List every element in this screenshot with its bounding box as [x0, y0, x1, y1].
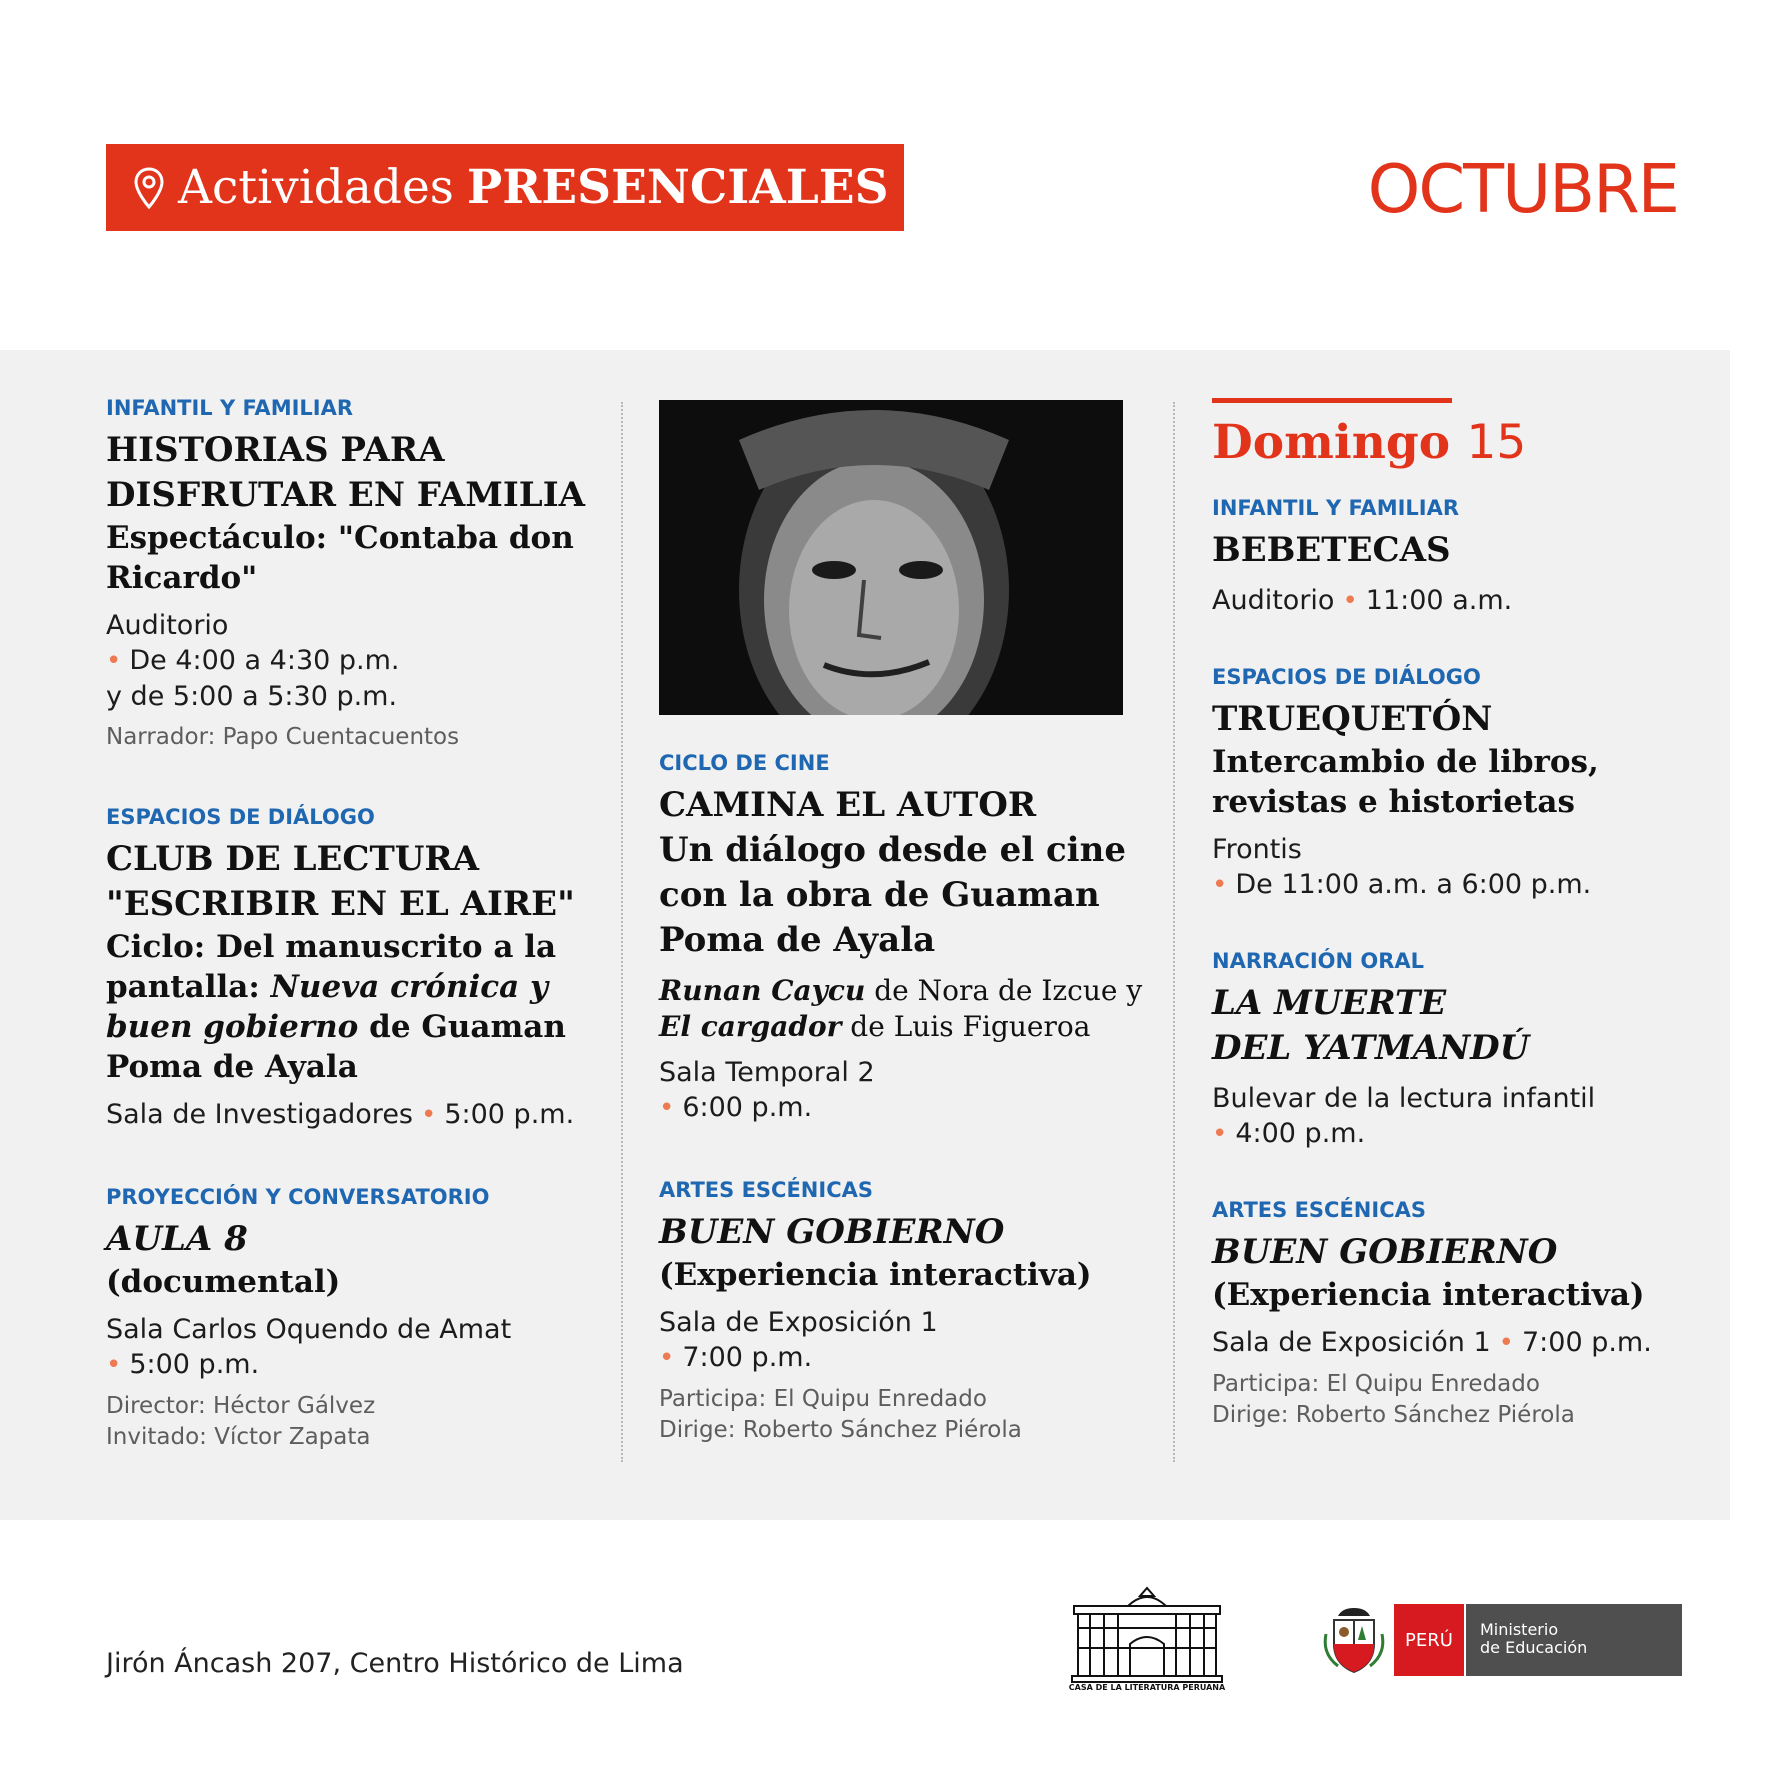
event-time: 7:00 p.m. [682, 1342, 813, 1373]
film-still-photo [659, 400, 1123, 715]
bullet-icon: • [659, 1343, 675, 1373]
bullet-icon: • [106, 646, 122, 676]
events-column-2 [659, 396, 1159, 1498]
event-category: ESPACIOS DE DIÁLOGO [1212, 665, 1481, 689]
day-name: Domingo [1212, 415, 1451, 470]
bullet-icon: • [1212, 1119, 1228, 1149]
event-location [1212, 1325, 1712, 1361]
event-participant: Participa: El Quipu Enredado [659, 1386, 987, 1412]
ministerio-line: de Educación [1480, 1638, 1588, 1657]
event-title-line: LA MUERTE [1212, 983, 1447, 1023]
section-badge [106, 144, 904, 231]
event-title: TRUEQUETÓN [1212, 699, 1493, 739]
bullet-icon: • [1212, 870, 1228, 900]
event-location [659, 1305, 1159, 1376]
venue-address: Jirón Áncash 207, Centro Histórico de Lima [106, 1648, 684, 1679]
ministerio-line: Ministerio [1480, 1620, 1559, 1639]
event-place: Auditorio [1212, 585, 1335, 616]
event-director: Dirige: Roberto Sánchez Piérola [1212, 1402, 1575, 1428]
event-note: Narrador: Papo Cuentacuentos [106, 724, 460, 750]
event-place: Frontis [1212, 834, 1302, 865]
casa-logo-text: CASA DE LA LITERATURA PERUANA [1068, 1683, 1226, 1692]
day-rule [1212, 398, 1452, 403]
event-item [106, 805, 606, 1133]
peru-coat-of-arms-icon [1322, 1604, 1386, 1676]
event-location [106, 1312, 606, 1383]
event-location [106, 608, 606, 714]
month-title: OCTUBRE [1367, 150, 1678, 228]
location-pin-icon [132, 166, 166, 210]
film-director: de Luis Figueroa [841, 1010, 1091, 1043]
event-item [1212, 665, 1712, 903]
event-time: 5:00 p.m. [444, 1099, 575, 1130]
badge-highlight: PRESENCIALES [466, 160, 889, 215]
event-place: Sala Temporal 2 [659, 1057, 875, 1088]
badge-prefix: Actividades [178, 160, 454, 215]
event-title: CAMINA EL AUTOR [659, 785, 1037, 825]
book-title: Nueva crónica y buen gobierno [106, 969, 549, 1045]
bullet-icon: • [659, 1093, 675, 1123]
events-column-1 [106, 396, 606, 1505]
event-category: ESPACIOS DE DIÁLOGO [106, 805, 375, 829]
bullet-icon: • [106, 1350, 122, 1380]
ministerio-logo [1322, 1604, 1682, 1676]
event-director: Director: Héctor Gálvez [106, 1393, 376, 1419]
event-subtitle: Espectáculo: "Contaba don Ricardo" [106, 520, 574, 596]
event-time: 4:00 p.m. [1235, 1118, 1366, 1149]
event-category: PROYECCIÓN Y CONVERSATORIO [106, 1185, 490, 1209]
event-location [1212, 1081, 1712, 1152]
event-title: BEBETECAS [1212, 530, 1451, 570]
subtitle-suffix: de Guaman Poma de Ayala [106, 1009, 566, 1085]
events-column-3 [1212, 396, 1712, 1483]
column-divider [621, 402, 623, 1462]
bullet-icon: • [1342, 586, 1358, 616]
event-time: 11:00 a.m. [1365, 585, 1513, 616]
film-title: Runan Caycu [659, 974, 866, 1007]
event-place: Sala Carlos Oquendo de Amat [106, 1314, 512, 1345]
day-heading [1212, 415, 1712, 470]
event-subtitle [106, 927, 606, 1087]
event-location [1212, 583, 1712, 619]
event-item [659, 1178, 1159, 1446]
column-divider [1173, 402, 1175, 1462]
ministerio-label [1464, 1604, 1682, 1676]
event-item [1212, 1198, 1712, 1431]
event-title [1212, 981, 1712, 1071]
portrait-image [659, 400, 1123, 715]
event-films [659, 973, 1159, 1045]
event-time: De 4:00 a 4:30 p.m. [129, 645, 400, 676]
event-item [1212, 949, 1712, 1152]
event-subtitle: (Experiencia interactiva) [1212, 1277, 1645, 1313]
event-title-line: DEL YATMANDÚ [1212, 1028, 1530, 1068]
event-category: ARTES ESCÉNICAS [659, 1178, 873, 1202]
event-category: NARRACIÓN ORAL [1212, 949, 1425, 973]
event-item [1212, 496, 1712, 619]
event-note [659, 1384, 1159, 1446]
event-time: De 11:00 a.m. a 6:00 p.m. [1235, 869, 1592, 900]
event-location [106, 1097, 606, 1133]
event-subtitle: (documental) [106, 1264, 341, 1300]
event-participant: Participa: El Quipu Enredado [1212, 1371, 1540, 1397]
event-time-extra: y de 5:00 a 5:30 p.m. [106, 681, 398, 712]
event-category: CICLO DE CINE [659, 751, 830, 775]
event-place: Bulevar de la lectura infantil [1212, 1083, 1596, 1114]
film-title: El cargador [659, 1010, 842, 1043]
event-title: BUEN GOBIERNO [1212, 1232, 1558, 1272]
event-category: ARTES ESCÉNICAS [1212, 1198, 1426, 1222]
event-subtitle: (Experiencia interactiva) [659, 1257, 1092, 1293]
event-category: INFANTIL Y FAMILIAR [1212, 496, 1460, 520]
peru-label: PERÚ [1394, 1604, 1464, 1676]
casa-literatura-logo [1068, 1584, 1226, 1694]
event-title: CLUB DE LECTURA "ESCRIBIR EN EL AIRE" [106, 839, 575, 924]
event-location [1212, 832, 1712, 903]
event-title: BUEN GOBIERNO [659, 1212, 1005, 1252]
event-time: 6:00 p.m. [682, 1092, 813, 1123]
event-place: Sala de Exposición 1 [1212, 1327, 1491, 1358]
event-title: HISTORIAS PARA DISFRUTAR EN FAMILIA [106, 430, 585, 515]
event-subtitle: Un diálogo desde el cine con la obra de Guaman Poma de Ayala [659, 830, 1126, 960]
event-subtitle: Intercambio de libros, revistas e historietas [1212, 744, 1599, 820]
event-guest: Invitado: Víctor Zapata [106, 1424, 371, 1450]
event-time: 5:00 p.m. [129, 1349, 260, 1380]
bullet-icon: • [421, 1100, 437, 1130]
day-number: 15 [1466, 415, 1527, 470]
event-place: Auditorio [106, 610, 229, 641]
event-category: INFANTIL Y FAMILIAR [106, 396, 354, 420]
event-note [106, 1391, 606, 1453]
event-time: 7:00 p.m. [1522, 1327, 1652, 1358]
event-place: Sala de Exposición 1 [659, 1307, 938, 1338]
event-director: Dirige: Roberto Sánchez Piérola [659, 1417, 1022, 1443]
event-place: Sala de Investigadores [106, 1099, 413, 1130]
event-note [1212, 1369, 1712, 1431]
subtitle-prefix: Ciclo: Del manuscrito a la pantalla: [106, 929, 557, 1005]
event-title: AULA 8 [106, 1219, 248, 1259]
film-director: de Nora de Izcue y [865, 974, 1143, 1007]
event-item [659, 751, 1159, 1126]
event-item [106, 1185, 606, 1453]
bullet-icon: • [1498, 1328, 1514, 1358]
event-item [106, 396, 606, 753]
event-location [659, 1055, 1159, 1126]
